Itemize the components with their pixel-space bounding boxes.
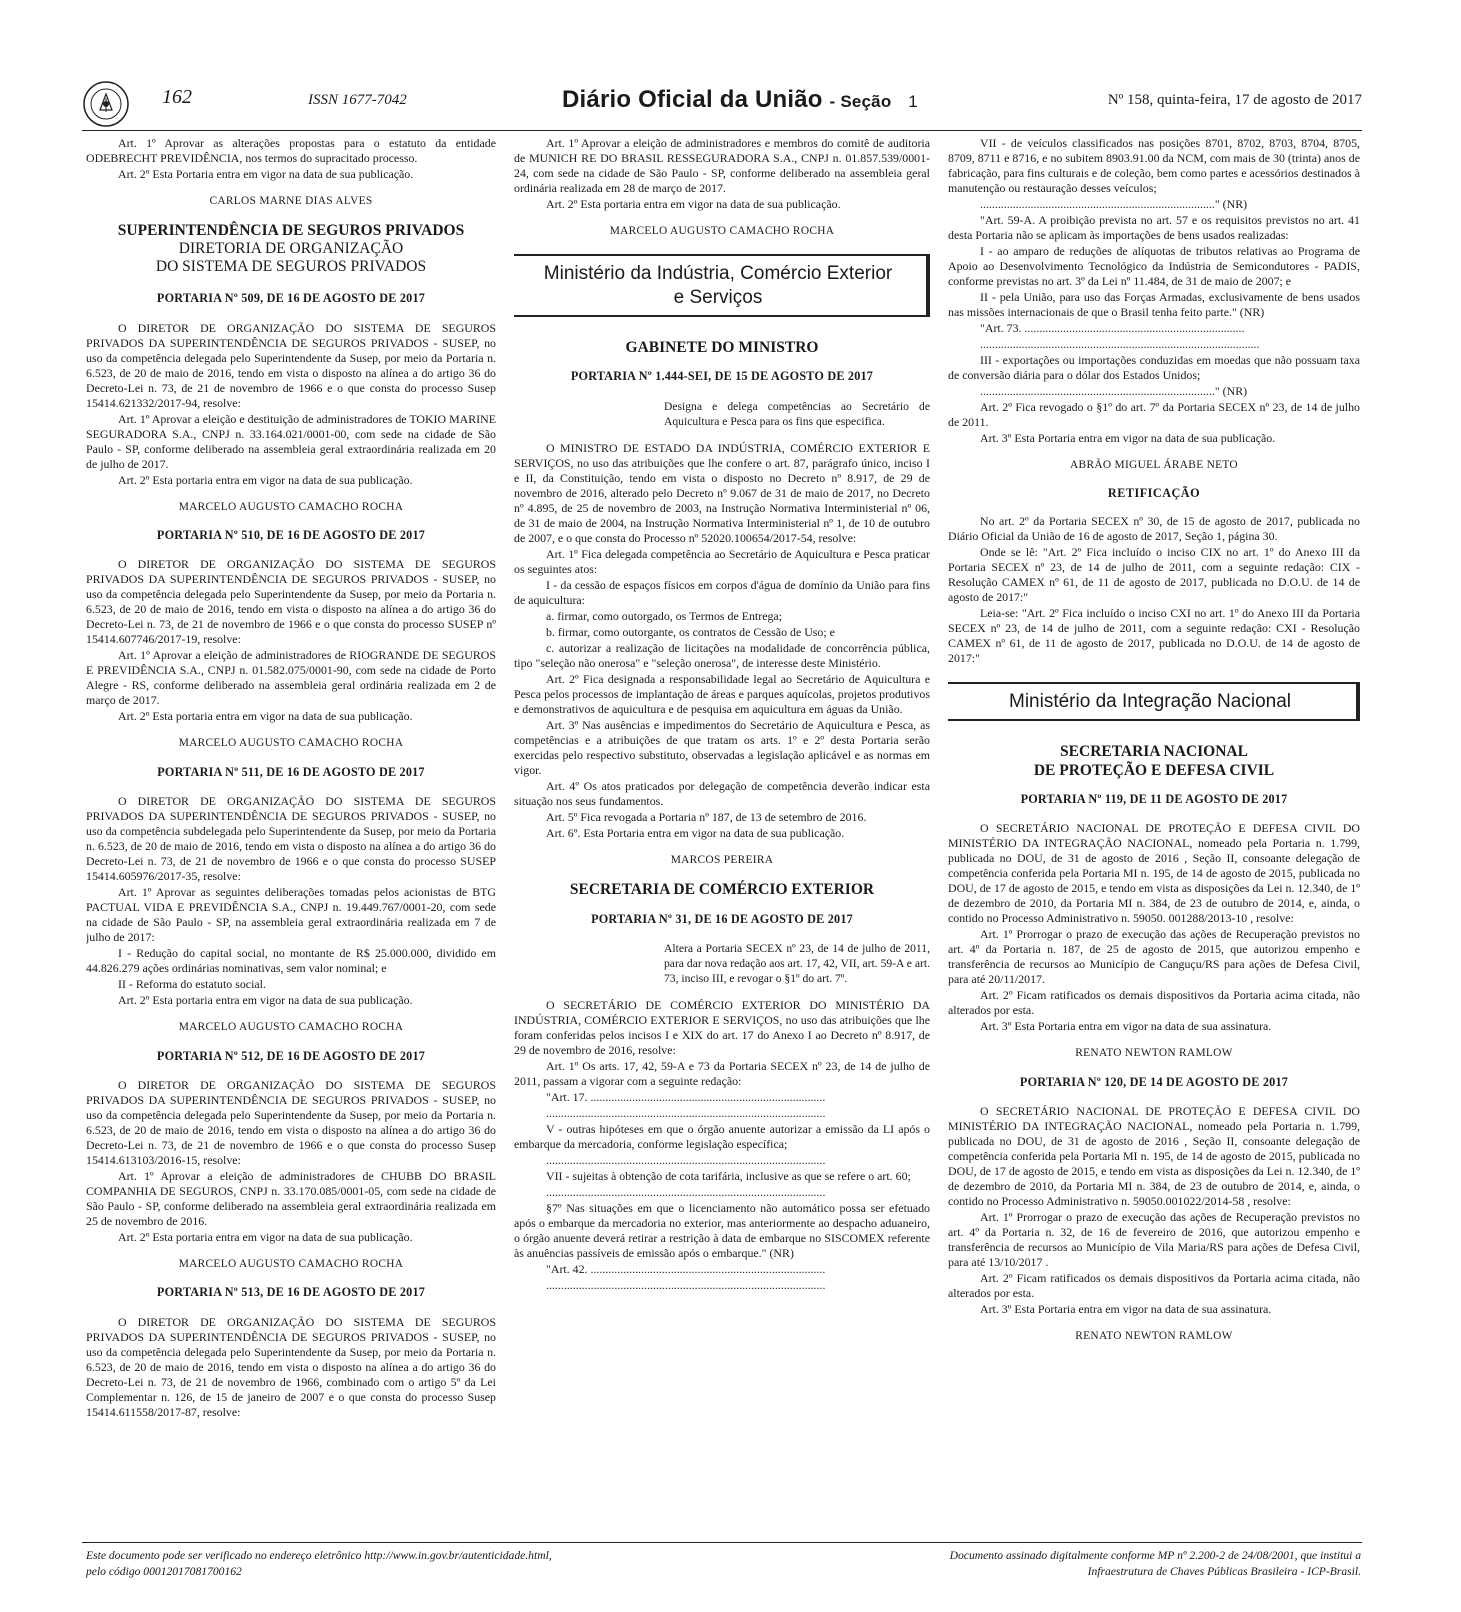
signature: MARCOS PEREIRA <box>670 853 774 866</box>
portaria-title: PORTARIA Nº 512, DE 16 DE AGOSTO DE 2017 <box>156 1048 426 1063</box>
signature: RENATO NEWTON RAMLOW <box>1075 1047 1233 1060</box>
paragraph: Art. 2º Fica designada a responsabilidade legal ao Secretário de Aquicultura e Pesca pelos processos de implantação de áreas e parques aquícolas, projetos produtivos e demonstrativos de aquicultura e de pesquisa em aquicultura em águas da União. <box>514 671 930 716</box>
signature: MARCELO AUGUSTO CAMACHO ROCHA <box>609 225 835 237</box>
paragraph: Art. 1º Aprovar as alterações propostas para o estatuto da entidade ODEBRECHT PREVIDÊNCIA, nos termos do supracitado processo. <box>86 136 496 165</box>
signature: MARCELO AUGUSTO CAMACHO ROCHA <box>178 737 404 750</box>
paragraph: Art. 6º. Esta Portaria entra em vigor na data de sua publicação. <box>546 825 845 840</box>
paragraph: O SECRETÁRIO NACIONAL DE PROTEÇÃO E DEFESA CIVIL DO MINISTÉRIO DA INTEGRAÇÃO NACIONAL, nomeado pela Portaria n. 1.799, publicada no DOU, de 31 de agosto de 2016 , Seção II, consoante delegação de competência conferida pela Portaria MI n. 195, de 14 de agosto de 2015, publicada no DOU, de 17 de agosto de 2015, e tendo em vista as disposições da Lei n. 12.340, de 1º de dezembro de 2010, da Portaria MI n. 384, de 23 de outubro de 2014, e, ainda, o contido no Processo Administrativo n. 59050.001022/2014-58 , resolve: <box>948 1104 1360 1209</box>
department-heading <box>948 743 1360 780</box>
edition-info: Nº 158, quinta-feira, 17 de agosto de 2017 <box>1107 92 1362 108</box>
paragraph: "Art. 17. ............................................................................... <box>546 1090 826 1105</box>
department-line: SECRETARIA NACIONAL <box>1060 742 1248 760</box>
portaria-title: PORTARIA Nº 31, DE 16 DE AGOSTO DE 2017 <box>591 911 853 926</box>
paragraph: II - pela União, para uso das Forças Armadas, exclusivamente de bens usados nas missões internacionais de que o Brasil tenha feito parte." (NR) <box>948 290 1360 319</box>
footer-rule <box>82 1542 1362 1543</box>
paragraph: Onde se lê: "Art. 2º Fica incluído o inciso CIX no art. 1º do Anexo III da Portaria SECEX nº 23, de 14 de julho de 2011, com a seguinte redação: CIX - Resolução CAMEX nº 61, de 11 de agosto de 2017, publicada no D.O.U. de 14 de agosto de 2017:" <box>948 544 1360 604</box>
journal-name: Diário Oficial da União <box>562 86 823 113</box>
footer-line: Infraestrutura de Chaves Públicas Brasileira - ICP-Brasil. <box>1087 1565 1361 1579</box>
signature: RENATO NEWTON RAMLOW <box>1075 1330 1233 1343</box>
paragraph: Art. 2º Ficam ratificados os demais dispositivos da Portaria acima citada, não alterados por esta. <box>948 988 1360 1018</box>
paragraph: O DIRETOR DE ORGANIZAÇÃO DO SISTEMA DE SEGUROS PRIVADOS DA SUPERINTENDÊNCIA DE SEGUROS PRIVADOS - SUSEP, no uso da competência delegada pelo Superintendente da Susep, por meio da Portaria n. 6.523, de 20 de maio de 2016, tendo em vista o disposto na alínea a do artigo 36 do Decreto-Lei n. 73, de 21 de novembro de 1966 e o que consta do processo Susep 15414.621332/2017-94, resolve: <box>86 320 496 410</box>
org-line: DIRETORIA DE ORGANIZAÇÃO <box>178 240 404 258</box>
page-number: 162 <box>162 86 192 108</box>
paragraph: Art. 2º Esta portaria entra em vigor na data de sua publicação. <box>546 197 841 211</box>
paragraph: Art. 2º Esta portaria entra em vigor na data de sua publicação. <box>118 709 413 724</box>
paragraph: b. firmar, como outorgante, os contratos de Cessão de Uso; e <box>546 624 835 639</box>
imprensa-nacional-seal-icon <box>82 80 130 128</box>
paragraph: O DIRETOR DE ORGANIZAÇÃO DO SISTEMA DE SEGUROS PRIVADOS DA SUPERINTENDÊNCIA DE SEGUROS PRIVADOS - SUSEP, no uso da competência delegada pelo Superintendente da Susep, por meio da Portaria n. 6.523, de 20 de maio de 2016, tendo em vista o disposto na alínea a do artigo 36 do Decreto-Lei n. 73, de 21 de novembro de 1966 e o que consta do processo Susep 15414.613103/2016-15, resolve: <box>86 1077 496 1167</box>
paragraph: I - ao amparo de reduções de alíquotas de tributos relativas ao Programa de Apoio ao Desenvolvimento Tecnológico da Indústria de Semicondutores - PADIS, conforme previstas no art. 3º da Lei nº 11.484, de 31 de maio de 2007; e <box>948 244 1360 288</box>
paragraph: .............................................................................................. <box>546 1185 826 1200</box>
paragraph: O DIRETOR DE ORGANIZAÇÃO DO SISTEMA DE SEGUROS PRIVADOS DA SUPERINTENDÊNCIA DE SEGUROS PRIVADOS - SUSEP, no uso da competência delegada pelo Superintendente da Susep, por meio da Portaria n. 6.523, de 20 de maio de 2016, tendo em vista o disposto na alínea a do artigo 36 do Decreto-Lei n. 73, de 21 de novembro de 1966 e o que consta do processo SUSEP nº 15414.607746/2017-19, resolve: <box>86 557 496 647</box>
paragraph: Art. 2º Esta portaria entra em vigor na data de sua publicação. <box>118 472 413 487</box>
portaria-title: PORTARIA Nº 511, DE 16 DE AGOSTO DE 2017 <box>157 764 425 779</box>
paragraph: I - Redução do capital social, no montante de R$ 25.000.000, dividido em 44.826.279 ações ordinárias nominativas, sem valor nominal; e <box>86 946 496 976</box>
portaria-title: PORTARIA Nº 510, DE 16 DE AGOSTO DE 2017 <box>156 528 426 543</box>
ementa: Altera a Portaria SECEX nº 23, de 14 de julho de 2011, para dar nova redação aos art. 17, 42, VII, art. 59-A e art. 73, inciso III, e revogar o §1º do art. 7º. <box>664 942 930 986</box>
portaria-title: PORTARIA Nº 513, DE 16 DE AGOSTO DE 2017 <box>156 1285 426 1300</box>
paragraph: Art. 3º Esta Portaria entra em vigor na data de sua publicação. <box>980 431 1276 445</box>
paragraph: a. firmar, como outorgado, os Termos de Entrega; <box>546 608 782 623</box>
department-line: DE PROTEÇÃO E DEFESA CIVIL <box>1033 761 1275 779</box>
portaria-title: PORTARIA Nº 120, DE 14 DE AGOSTO DE 2017 <box>1019 1074 1289 1089</box>
paragraph: II - Reforma do estatuto social. <box>118 977 266 992</box>
issn: ISSN 1677-7042 <box>308 92 407 108</box>
ministry-line: Ministério da Indústria, Comércio Exterior <box>543 263 893 285</box>
paragraph: "Art. 59-A. A proibição prevista no art. 57 e os requisitos previstos no art. 41 desta Portaria não se aplicam às importações de bens usados realizadas: <box>948 213 1360 242</box>
paragraph: Art. 1º Fica delegada competência ao Secretário de Aquicultura e Pesca praticar os seguintes atos: <box>514 546 930 576</box>
ministry-line: Ministério da Integração Nacional <box>1009 690 1291 712</box>
footer-line: pelo código 00012017081700162 <box>86 1565 242 1579</box>
paragraph: c. autorizar a realização de licitações na modalidade de concorrência pública, tipo "seleção não onerosa" e "seleção onerosa", de interesse deste Ministério. <box>514 640 930 670</box>
paragraph: No art. 2º da Portaria SECEX nº 30, de 15 de agosto de 2017, publicada no Diário Oficial da União de 16 de agosto de 2017, Seção 1, página 30. <box>948 513 1360 543</box>
paragraph: .............................................................................................. <box>546 1106 826 1121</box>
paragraph: .............................................................................................. <box>546 1153 826 1168</box>
organization-heading <box>86 222 496 275</box>
portaria-title: PORTARIA Nº 1.444-SEI, DE 15 DE AGOSTO DE 2017 <box>570 369 874 384</box>
paragraph: I - da cessão de espaços físicos em corpos d'água de domínio da União para fins de aquicultura: <box>514 577 930 607</box>
paragraph: .............................................................................................. <box>546 1278 826 1293</box>
department-heading: SECRETARIA DE COMÉRCIO EXTERIOR <box>569 881 875 899</box>
paragraph: Art. 1º Aprovar as seguintes deliberações tomadas pelos acionistas de BTG PACTUAL VIDA E PREVIDÊNCIA S.A., CNPJ n. 19.449.767/0001-20, com sede na cidade de São Paulo - SP, na assembleia geral extraordinária realizada em 7 de julho de 2017: <box>86 885 496 945</box>
paragraph: ..............................................................................." (NR) <box>980 197 1248 211</box>
department-heading: GABINETE DO MINISTRO <box>625 338 819 356</box>
footer-verification <box>86 1548 646 1580</box>
column-3 <box>948 136 1360 1536</box>
org-line: DO SISTEMA DE SEGUROS PRIVADOS <box>155 257 427 275</box>
paragraph: ..............................................................................." (NR) <box>980 384 1248 398</box>
paragraph: Art. 1º Os arts. 17, 42, 59-A e 73 da Portaria SECEX nº 23, de 14 de julho de 2011, passam a vigorar com a seguinte redação: <box>514 1059 930 1089</box>
portaria-title: PORTARIA Nº 119, DE 11 DE AGOSTO DE 2017 <box>1020 792 1288 807</box>
paragraph: Art. 2º Esta portaria entra em vigor na data de sua publicação. <box>118 993 413 1008</box>
paragraph: Art. 5º Fica revogada a Portaria nº 187, de 13 de setembro de 2016. <box>546 809 867 824</box>
paragraph: Art. 2º Esta Portaria entra em vigor na data de sua publicação. <box>118 167 414 181</box>
paragraph: Art. 1º Prorrogar o prazo de execução das ações de Recuperação previstos no art. 4º da Portaria n. 32, de 16 de fevereiro de 2016, que autorizou empenho e transferência de recursos ao Município de Vila Maria/RS para ações de Defesa Civil, para até 13/10/2017 . <box>948 1210 1360 1270</box>
column-2 <box>514 136 930 1536</box>
retificacao-heading: RETIFICAÇÃO <box>1107 486 1201 501</box>
signature: MARCELO AUGUSTO CAMACHO ROCHA <box>178 1257 404 1270</box>
paragraph: O SECRETÁRIO DE COMÉRCIO EXTERIOR DO MINISTÉRIO DA INDÚSTRIA, COMÉRCIO EXTERIOR E SERVIÇOS, no uso das atribuições que lhe foram conferidas pelos incisos I e XIX do art. 17 do Anexo I ao Decreto nº 8.917, de 29 de novembro de 2016, resolve: <box>514 998 930 1058</box>
signature: MARCELO AUGUSTO CAMACHO ROCHA <box>178 1021 404 1034</box>
paragraph: .............................................................................................. <box>980 337 1260 351</box>
paragraph: Art. 2º Ficam ratificados os demais dispositivos da Portaria acima citada, não alterados por esta. <box>948 1271 1360 1301</box>
paragraph: Art. 4º Os atos praticados por delegação de competência deverão indicar esta situação nos seus fundamentos. <box>514 778 930 808</box>
ementa: Designa e delega competências ao Secretário de Aquicultura e Pesca para os fins que especifica. <box>664 399 930 428</box>
signature: ABRÃO MIGUEL ÁRABE NETO <box>1070 459 1238 471</box>
signature: MARCELO AUGUSTO CAMACHO ROCHA <box>178 500 404 513</box>
page-header <box>82 80 1362 130</box>
org-line: SUPERINTENDÊNCIA DE SEGUROS PRIVADOS <box>117 222 465 240</box>
section-number: 1 <box>908 92 918 111</box>
journal-title <box>562 86 918 114</box>
footer-line: Documento assinado digitalmente conforme MP nº 2.200-2 de 24/08/2001, que institui a <box>949 1549 1361 1562</box>
footer-line: Este documento pode ser verificado no endereço eletrônico http://www.in.gov.br/autenticidade.html, <box>86 1549 552 1562</box>
portaria-title: PORTARIA Nº 509, DE 16 DE AGOSTO DE 2017 <box>156 291 426 306</box>
paragraph: Art. 1º Aprovar a eleição e destituição de administradores de TOKIO MARINE SEGURADORA S.A., CNPJ n. 33.164.021/0001-00, com sede na cidade de São Paulo - SP, conforme deliberado na assembleia geral extraordinária realizada em 20 de julho de 2017. <box>86 411 496 471</box>
paragraph: Art. 3º Esta Portaria entra em vigor na data de sua assinatura. <box>980 1019 1272 1034</box>
paragraph: Art. 1º Aprovar a eleição de administradores e membros do comitê de auditoria de MUNICH RE DO BRASIL RESSEGURADORA S.A., CNPJ n. 01.857.539/0001-24, com sede na cidade de São Paulo - SP, conforme deliberado na assembleia geral ordinária realizada em 28 de março de 2017. <box>514 136 930 195</box>
paragraph: "Art. 42. ............................................................................... <box>546 1262 826 1277</box>
section-label: - Seção <box>829 92 892 111</box>
paragraph: O DIRETOR DE ORGANIZAÇÃO DO SISTEMA DE SEGUROS PRIVADOS DA SUPERINTENDÊNCIA DE SEGUROS PRIVADOS - SUSEP, no uso da competência delegada pelo Superintendente da Susep, por meio da Portaria n. 6.523, de 20 de maio de 2016, tendo em vista o disposto na alínea a do artigo 36 do Decreto-Lei n. 73, de 21 de novembro de 1966, combinado com o artigo 5º da Lei Complementar n. 126, de 15 de janeiro de 2007 e o que consta do processo Susep 15414.611558/2017-87, resolve: <box>86 1314 496 1419</box>
signature: CARLOS MARNE DIAS ALVES <box>209 195 373 207</box>
paragraph: Art. 2º Fica revogado o §1º do art. 7º da Portaria SECEX nº 23, de 14 de julho de 2011. <box>948 400 1360 429</box>
paragraph: O MINISTRO DE ESTADO DA INDÚSTRIA, COMÉRCIO EXTERIOR E SERVIÇOS, no uso das atribuições que lhe confere o art. 87, parágrafo único, inciso I e II, da Constituição, tendo em vista o disposto no Decreto nº 8.917, de 29 de novembro de 2016, alterado pelo Decreto nº 9.067 de 31 de maio de 2017, no Decreto nº 4.895, de 25 de novembro de 2003, na Instrução Normativa Interministerial nº 06, de 31 de maio de 2004, na Instrução Normativa Interministerial nº 1, de 10 de outubro de 2007, e o que consta do Processo nº 52020.100654/2017-54, resolve: <box>514 440 930 545</box>
ministry-line: e Serviços <box>673 286 763 308</box>
paragraph: VII - de veículos classificados nas posições 8701, 8702, 8703, 8704, 8705, 8709, 8711 e 8716, e no subitem 8903.91.00 da NCM, com mais de 30 (trinta) anos de fabricação, para fins culturais e de coleção, bem como partes e acessórios destinados à manutenção ou restauração desses veículos; <box>948 136 1360 195</box>
paragraph: Leia-se: "Art. 2º Fica incluído o inciso CXI no art. 1º do Anexo III da Portaria SECEX nº 23, de 14 de julho de 2011, com a seguinte redação: CXI - Resolução CAMEX nº 61, de 11 de agosto de 2017, publicada no D.O.U. de 14 de agosto de 2017:" <box>948 605 1360 665</box>
paragraph: V - outras hipóteses em que o órgão anuente autorizar a emissão da LI após o embarque da mercadoria, conforme legislação específica; <box>514 1122 930 1152</box>
paragraph: "Art. 73. .......................................................................... <box>980 321 1245 335</box>
paragraph: Art. 3º Esta Portaria entra em vigor na data de sua assinatura. <box>980 1302 1272 1317</box>
paragraph: Art. 1º Prorrogar o prazo de execução das ações de Recuperação previstos no art. 4º da Portaria n. 187, de 25 de agosto de 2015, que autorizou empenho e transferência de recursos ao Município de Canguçu/RS para ações de Defesa Civil, para até 20/11/2017. <box>948 927 1360 987</box>
paragraph: O SECRETÁRIO NACIONAL DE PROTEÇÃO E DEFESA CIVIL DO MINISTÉRIO DA INTEGRAÇÃO NACIONAL, nomeado pela Portaria n. 1.799, publicada no DOU, de 31 de agosto de 2016 , Seção II, consoante delegação de competência conferida pela Portaria MI n. 195, de 14 de agosto de 2015, publicada no DOU, de 17 de agosto de 2015, e tendo em vista as disposições da Lei n. 12.340, de 1º de dezembro de 2010, da Portaria MI n. 384, de 23 de outubro de 2014, e, ainda, o contido no Processo Administrativo n. 59050. 001288/2013-10 , resolve: <box>948 821 1360 926</box>
paragraph: O DIRETOR DE ORGANIZAÇÃO DO SISTEMA DE SEGUROS PRIVADOS DA SUPERINTENDÊNCIA DE SEGUROS PRIVADOS - SUSEP, no uso da competência subdelegada pelo Superintendente da Susep, por meio da Portaria n. 6.523, de 20 de maio de 2016, tendo em vista o disposto na alínea a do artigo 36 do Decreto-Lei n. 73, de 21 de novembro de 1966 e o que consta do processo SUSEP 15414.605976/2017-35, resolve: <box>86 794 496 884</box>
paragraph: Art. 2º Esta portaria entra em vigor na data de sua publicação. <box>118 1229 413 1244</box>
footer-signature-note <box>741 1548 1361 1580</box>
header-rule <box>82 130 1362 131</box>
column-1 <box>86 136 496 1536</box>
paragraph: VII - sujeitas à obtenção de cota tarifária, inclusive as que se refere o art. 60; <box>546 1169 911 1184</box>
ministry-heading <box>514 254 930 316</box>
paragraph: III - exportações ou importações conduzidas em moedas que não possuam taxa de conversão diária para o dólar dos Estados Unidos; <box>948 353 1360 382</box>
paragraph: Art. 3º Nas ausências e impedimentos do Secretário de Aquicultura e Pesca, as competências e a atribuições de que tratam os arts. 1º e 2º desta Portaria serão exercidas pelo respectivo substituto, observadas a legislação aplicável e as normas em vigor. <box>514 717 930 777</box>
paragraph: Art. 1º Aprovar a eleição de administradores de RIOGRANDE DE SEGUROS E PREVIDÊNCIA S.A., CNPJ n. 01.582.075/0001-90, com sede na cidade de Porto Alegre - RS, conforme deliberado na assembleia geral ordinária realizada em 2 de março de 2017. <box>86 648 496 708</box>
paragraph: §7º Nas situações em que o licenciamento não automático possa ser efetuado após o embarque da mercadoria no exterior, mas anteriormente ao despacho aduaneiro, o órgão anuente deverá retirar a restrição à data de embarque no SISCOMEX referente às anuências passíveis de emissão após o embarque." (NR) <box>514 1201 930 1261</box>
paragraph: Art. 1º Aprovar a eleição de administradores de CHUBB DO BRASIL COMPANHIA DE SEGUROS, CNPJ n. 33.170.085/0001-05, com sede na cidade de São Paulo - SP, conforme deliberado na assembleia geral extraordinária realizada em 25 de novembro de 2016. <box>86 1168 496 1228</box>
ministry-heading <box>948 682 1360 721</box>
